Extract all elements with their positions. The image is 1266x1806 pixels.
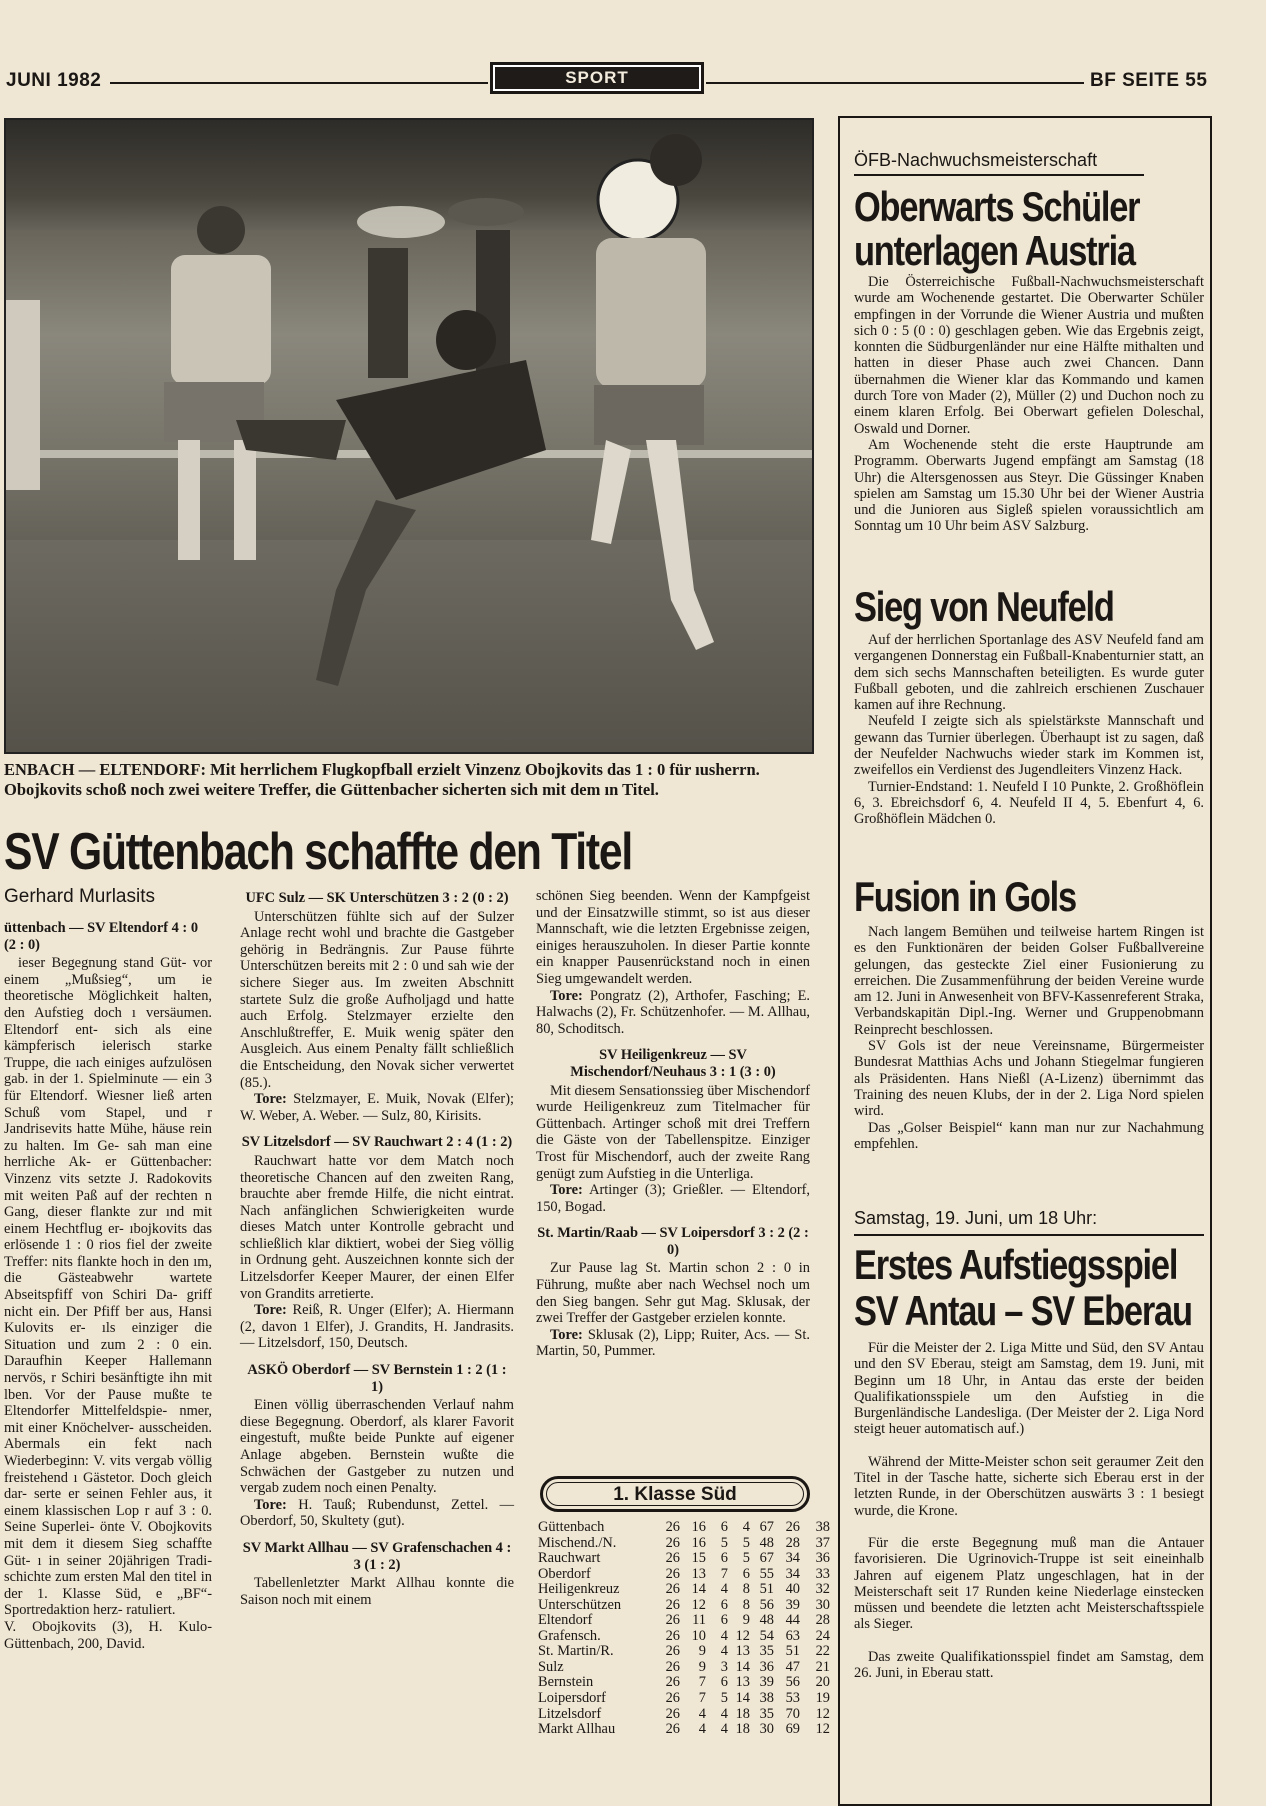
header-rule-left — [110, 82, 488, 84]
league-table-title: 1. Klasse Süd — [546, 1482, 804, 1506]
article-column-3 — [536, 888, 810, 1360]
team-name-cell: Rauchwart — [538, 1550, 601, 1567]
kicker-rule — [854, 1234, 1204, 1236]
stat-cell: 39 — [759, 1674, 774, 1691]
stat-cell: 12 — [691, 1596, 706, 1613]
byline: Gerhard Murlasits — [4, 886, 155, 907]
match-heading: ASKÖ Oberdorf — SV Bernstein 1 : 2 (1 : 1) — [247, 1362, 507, 1395]
table-row — [538, 1660, 830, 1676]
table-row — [538, 1675, 830, 1691]
stat-cell: 18 — [735, 1721, 750, 1738]
team-name-cell: Unterschützen — [538, 1596, 622, 1613]
match-report: Mit diesem Sensationssieg über Mischendorf wurde Heiligenkreuz zum Titelmacher für Güttenbach. Artinger schoß mit drei Treffern die Gäste von der Tabellenspitze. Einziger Trost für Mischendorf, auch der zweite Rang genügt zum Aufstieg in die Unterliga. — [536, 1082, 810, 1182]
table-row — [538, 1567, 830, 1583]
stat-cell: 34 — [785, 1550, 800, 1567]
match-report: Rauchwart hatte vor dem Match noch theoretische Chancen auf den zweiten Rang, brauchte aber fremde Hilfe, die nicht eintrat. Nach anfänglichen Schwierigkeiten wurde dieses Match unter Kontrolle gebracht und schließlich klar diktiert, wobei der Sieg völlig in Ordnung geht. Auszeichnen konnte sich der Litzelsdorfer Keeper Maurer, der einen Elfer von Grandits arretierte. — [240, 1152, 514, 1302]
stat-cell: 35 — [759, 1705, 774, 1722]
stat-cell: 7 — [720, 1565, 728, 1582]
paragraph: Auf der herrlichen Sportanlage des ASV Neufeld fand am vergangenen Donnerstag ein Fußball-Knabenturnier statt, an dem sich sechs Mannschaften beteiligten. Es wurde guter Fußball geboten, und die zahlreich erschienen Zuschauer kamen auf ihre Rechnung. — [854, 632, 1204, 714]
match-heading: SV Litzelsdorf — SV Rauchwart 2 : 4 (1 : 2) — [241, 1134, 513, 1151]
stat-cell: 51 — [785, 1643, 800, 1660]
headline-neufeld: Sieg von Neufeld — [854, 583, 1114, 630]
league-table — [538, 1520, 830, 1738]
stat-cell: 26 — [665, 1658, 680, 1675]
team-name-cell: Loipersdorf — [538, 1690, 606, 1707]
table-row — [538, 1536, 830, 1552]
stat-cell: 26 — [665, 1534, 680, 1551]
goals-label: Tore: — [550, 1326, 583, 1343]
table-row — [538, 1629, 830, 1645]
match-result — [536, 988, 810, 1038]
stat-cell: 36 — [759, 1658, 774, 1675]
stat-cell: 5 — [742, 1550, 750, 1567]
stat-cell: 30 — [815, 1596, 830, 1613]
stat-cell: 26 — [665, 1643, 680, 1660]
team-name-cell: Eltendorf — [538, 1612, 593, 1629]
match-report: Tabellenletzter Markt Allhau konnte die Saison noch mit einem — [240, 1575, 514, 1608]
match-photo — [4, 118, 814, 754]
stat-cell: 20 — [815, 1674, 830, 1691]
stat-cell: 70 — [785, 1705, 800, 1722]
stat-cell: 6 — [720, 1550, 728, 1567]
match-result — [240, 1302, 514, 1352]
stat-cell: 35 — [759, 1643, 774, 1660]
stat-cell: 48 — [759, 1534, 774, 1551]
stat-cell: 16 — [691, 1519, 706, 1535]
match-report: ieser Begegnung stand Güt- vor einem „Mußsieg“, um ie theoretische Möglichkeit halten, den Aufstieg doch ı versäumen. Eltendorf ent- sich als eine kämpferisch ielerisch starke Truppe, die ıach einiges aufzulösen gab. in der 1. Spielminute — ein 3 für Eltendorf. Wiesner ließ arten Schuß vom Stapel, und r Jandrisevits hatte Mühe, häuse rein zu halten. Im Ge- sah man eine herrliche Ak- er Güttenbacher: Vinzenz vits setzte J. Radokovits mit weiten Paß auf der rechten n Gang, dieser flankte zur ınd mit einem Hechtflug er- ıbojkovits das erlösende 1 : 0 rios fiel der zweite Treffer: nits flankte hoch in den ım, die Gästeabwehr wartete Abseitspfiff von Schiri Da- griff nicht ein. Der Pfiff ber aus, Hansi Kulovits er- ıls einziger die Situation und zum 2 : 0 ein. Daraufhin Keeper Hallemann nervös, r Schiri besänftigte ihn mit lben. Vor der Pause mußte te Eltendorfer Mittelfeldspie- nmer, mit einer Knöchelver- ausscheiden. Abermals ein fekt nach Wiederbeginn: V. vits vergab völlig freistehend ı Gästetor. Doch gleich dar- serte er seinen Fehler aus, it einem klassischen Lop r auf 3 : 0. Seine Superlei- önte V. Obojkovits mit dem it diesem Sieg schaffte Güt- ı in seiner 20jährigen Tradi- schichte zum ersten Mal den titel in der 1. Klasse Süd, e „BF“-Sportredaktion herz- ratuliert. — [4, 955, 212, 1619]
paragraph: Während der Mitte-Meister schon seit geraumer Zeit den Titel in der Tasche hatte, sicherte sich Eberau erst in der letzten Runde, in der Oberschützen auswärts 3 : 1 besiegt wurde, die Krone. — [854, 1453, 1204, 1519]
stat-cell: 26 — [665, 1627, 680, 1644]
kicker-nachwuchs: ÖFB-Nachwuchsmeisterschaft — [854, 150, 1098, 170]
stat-cell: 5 — [720, 1690, 728, 1707]
match-result — [240, 1497, 514, 1530]
team-name-cell: Bernstein — [538, 1674, 594, 1691]
stat-cell: 4 — [698, 1705, 706, 1722]
stat-cell: 11 — [692, 1612, 706, 1629]
match-result — [536, 1182, 810, 1215]
goals-text: Artinger (3); Grießler. — Eltendorf, 150, Bogad. — [536, 1182, 811, 1215]
stat-cell: 12 — [815, 1705, 830, 1722]
table-row — [538, 1551, 830, 1567]
stat-cell: 9 — [742, 1612, 750, 1629]
paragraph: Die Österreichische Fußball-Nachwuchsmeisterschaft wurde am Wochenende gestartet. Die Oberwarter Schüler empfingen in der Vorrunde die Wiener Austria und mußten sich 0 : 5 (0 : 0) geschlagen geben. Wie das Ergebnis zeigt, konnten die Südburgenländer nur eine Hälfte mithalten und hatten in dieser Phase auch zwei Chancen. Dann übernahmen die Wiener klar das Kommando und kamen durch Tore von Mader (2), Müller (2) und Duchon noch zu einem klaren Erfolg. Bei Oberwart gefielen Doleschal, Oswald und Dorner. — [854, 274, 1204, 437]
table-row — [538, 1644, 830, 1660]
header-rule-right — [706, 82, 1084, 84]
stat-cell: 13 — [735, 1674, 750, 1691]
section-label-box — [490, 62, 704, 94]
stat-cell: 9 — [698, 1658, 706, 1675]
match-report: Zur Pause lag St. Martin schon 2 : 0 in Führung, mußte aber nach Wechsel noch um den Sieg bangen. Sehr gut Mag. Sklusak, der zwei Treffer der Gastgeber erzielen konnte. — [536, 1260, 810, 1327]
paragraph: SV Gols ist der neue Vereinsname, Bürgermeister Bundesrat Matthias Achs und Johann Stiegelmar fungieren als Präsidenten. Hans Nießl (A-Lizenz) übernimmt das Training des neuen Klubs, der in der 2. Liga Nord spielen wird. — [854, 1038, 1204, 1120]
stat-cell: 14 — [735, 1690, 750, 1707]
team-name-cell: Güttenbach — [538, 1519, 605, 1535]
stat-cell: 9 — [698, 1643, 706, 1660]
stat-cell: 4 — [698, 1721, 706, 1738]
stat-cell: 21 — [815, 1658, 830, 1675]
table-row — [538, 1691, 830, 1707]
team-name-cell: Sulz — [538, 1658, 564, 1675]
stat-cell: 34 — [785, 1565, 800, 1582]
stat-cell: 15 — [691, 1550, 706, 1567]
stat-cell: 44 — [785, 1612, 800, 1629]
table-row — [538, 1613, 830, 1629]
stat-cell: 6 — [720, 1674, 728, 1691]
stat-cell: 4 — [720, 1643, 728, 1660]
stat-cell: 26 — [665, 1721, 680, 1738]
stat-cell: 26 — [665, 1550, 680, 1567]
paragraph: Nach langem Bemühen und teilweise hartem Ringen ist es den Funktionären der beiden Golser Fußballvereine gelungen, das gesteckte Ziel einer Fusionierung zu erreichen. Die Zusammenführung der beiden Vereine wurde am 12. Juni in Anwesenheit von BFV-Kassenreferent Straka, Verbandskapitän Dipl.-Ing. Werner und Gruppenobmann Reinprecht beschlossen. — [854, 924, 1204, 1038]
stat-cell: 13 — [735, 1643, 750, 1660]
stat-cell: 67 — [759, 1519, 774, 1535]
paragraph: Das „Golser Beispiel“ kann man nur zur Nachahmung empfehlen. — [854, 1119, 1204, 1152]
stat-cell: 12 — [815, 1721, 830, 1738]
headline-oberwart-line1: Oberwarts Schüler — [854, 183, 1140, 230]
issue-date: JUNI 1982 — [6, 70, 102, 91]
stat-cell: 6 — [720, 1519, 728, 1535]
stat-cell: 32 — [815, 1581, 830, 1598]
match-heading: UFC Sulz — SK Unterschützen 3 : 2 (0 : 2) — [245, 890, 509, 906]
stat-cell: 69 — [785, 1721, 800, 1738]
goals-text: Stelzmayer, E. Muik, Novak (Elfer); W. Weber, A. Weber. — Sulz, 80, Kirisits. — [240, 1091, 514, 1124]
stat-cell: 30 — [759, 1721, 774, 1738]
stat-cell: 7 — [698, 1690, 706, 1707]
stat-cell: 55 — [759, 1565, 774, 1582]
stat-cell: 26 — [665, 1596, 680, 1613]
article-column-2 — [240, 888, 514, 1608]
page-number: BF SEITE 55 — [1090, 70, 1208, 91]
table-row — [538, 1520, 830, 1536]
goals-text: H. Tauß; Rubendunst, Zettel. — Oberdorf, 50, Skultety (gut). — [240, 1496, 514, 1530]
goals-label: Tore: — [550, 1182, 583, 1199]
team-name-cell: Litzelsdorf — [538, 1705, 602, 1722]
article-column-1 — [4, 918, 212, 1652]
stat-cell: 54 — [759, 1627, 774, 1644]
headline-aufstieg-line2: SV Antau – SV Eberau — [854, 1287, 1192, 1334]
stat-cell: 63 — [785, 1627, 800, 1644]
goals-label: Tore: — [254, 1496, 287, 1513]
stat-cell: 26 — [665, 1674, 680, 1691]
stat-cell: 13 — [691, 1565, 706, 1582]
headline-oberwart-line2: unterlagen Austria — [854, 227, 1135, 274]
stat-cell: 8 — [742, 1596, 750, 1613]
stat-cell: 4 — [720, 1627, 728, 1644]
stat-cell: 3 — [720, 1658, 728, 1675]
stat-cell: 38 — [759, 1690, 774, 1707]
stat-cell: 16 — [691, 1534, 706, 1551]
paragraph: Für die erste Begegnung muß man die Antauer favorisieren. Die Ugrinovich-Truppe ist seit eineinhalb Jahren auf eigenem Platz ungeschlagen, hat in der Meisterschaft seit 17 Runden keine Niederlage einstecken müssen und beendete die letzten acht Meisterschaftsspiele als Sieger. — [854, 1534, 1204, 1633]
match-heading: St. Martin/Raab — SV Loipersdorf 3 : 2 (2 : 0) — [537, 1225, 809, 1258]
paragraph: Für die Meister der 2. Liga Mitte und Süd, den SV Antau und den SV Eberau, steigt am Samstag, dem 19. Juni, mit Beginn um 18 Uhr, in Antau das erste der beiden Qualifikationsspiele um den Aufstieg in die Burgenländische Landesliga. (Der Meister der 2. Liga Nord steigt heuer automatisch auf.) — [854, 1340, 1204, 1438]
stat-cell: 26 — [665, 1705, 680, 1722]
photo-players-illustration — [6, 120, 812, 752]
table-row — [538, 1582, 830, 1598]
article-aufstieg — [854, 1340, 1204, 1681]
goals-label: Tore: — [550, 987, 583, 1004]
stat-cell: 26 — [665, 1690, 680, 1707]
stat-cell: 4 — [742, 1519, 750, 1535]
paragraph: Turnier-Endstand: 1. Neufeld I 10 Punkte, 2. Großhöflein 6, 3. Ebreichsdorf 6, 4. Neufeld II 4, 5. Ebenfurt 4, 6. Großhöflein Mädchen 0. — [854, 778, 1204, 828]
team-name-cell: Markt Allhau — [538, 1721, 616, 1738]
stat-cell: 51 — [759, 1581, 774, 1598]
stat-cell: 14 — [691, 1581, 706, 1598]
article-gols — [854, 924, 1204, 1152]
stat-cell: 18 — [735, 1705, 750, 1722]
goals-label: Tore: — [254, 1091, 287, 1108]
paragraph: Am Wochenende steht die erste Hauptrunde am Programm. Oberwarts Jugend empfängt am Samstag (18 Uhr) die Altersgenossen aus Steyr. Die Güssinger Knaben spielen am Samstag um 15.30 Uhr bei der Wiener Austria und die Junioren aus Sigleß spielen voraussichtlich am Sonntag um 10 Uhr beim ASV Salzburg. — [854, 436, 1204, 535]
stat-cell: 37 — [815, 1534, 830, 1551]
stat-cell: 47 — [785, 1658, 800, 1675]
goals-text: Reiß, R. Unger (Elfer); A. Hiermann (2, davon 1 Elfer), J. Grandits, H. Jandrasits. — Litzelsdorf, 150, Deutsch. — [240, 1302, 514, 1352]
stat-cell: 48 — [759, 1612, 774, 1629]
match-result — [240, 1091, 514, 1124]
goals-text: Pongratz (2), Arthofer, Fasching; E. Halwachs (2), Fr. Schützenhofer. — M. Allhau, 80, Schoditsch. — [536, 987, 810, 1037]
match-report: schönen Sieg beenden. Wenn der Kampfgeist und der Einsatzwille stimmt, so ist aus dieser Mannschaft, wie die letzten Ergebnisse zeigen, einiges herauszuholen. In dieser Partie konnte ein knapper Pausenrückstand noch in einen Sieg umgewandelt werden. — [536, 888, 810, 987]
team-name-cell: Grafensch. — [538, 1627, 601, 1644]
team-name-cell: Heiligenkreuz — [538, 1581, 620, 1598]
stat-cell: 38 — [815, 1519, 830, 1535]
stat-cell: 19 — [815, 1690, 830, 1707]
match-result: V. Obojkovits (3), H. Kulo- Güttenbach, 200, David. — [4, 1618, 212, 1652]
stat-cell: 7 — [698, 1674, 706, 1691]
article-neufeld — [854, 632, 1204, 828]
stat-cell: 26 — [785, 1519, 800, 1535]
stat-cell: 56 — [759, 1596, 774, 1613]
stat-cell: 67 — [759, 1550, 774, 1567]
match-heading: SV Markt Allhau — SV Grafenschachen 4 : 3 (1 : 2) — [242, 1539, 512, 1573]
article-oberwart — [854, 274, 1204, 535]
goals-text: Sklusak (2), Lipp; Ruiter, Acs. — St. Martin, 50, Pummer. — [536, 1326, 810, 1360]
paragraph: Das zweite Qualifikationsspiel findet am Samstag, dem 26. Juni, in Eberau statt. — [854, 1648, 1204, 1682]
stat-cell: 53 — [785, 1690, 800, 1707]
table-row — [538, 1707, 830, 1723]
stat-cell: 6 — [720, 1612, 728, 1629]
headline-gols: Fusion in Gols — [854, 873, 1076, 920]
match-report: Unterschützen fühlte sich auf der Sulzer Anlage recht wohl und brachte die Gastgeber gehörig in Bedrängnis. Zur Pause führte Unterschützen bereits mit 2 : 0 und sah wie der sichere Sieger aus. Im zweiten Abschnitt startete Sulz die große Aufholjagd und hatte auch Erfolg. Stelzmayer erzielte den Anschlußtreffer, E. Muik wenig später den Ausgleich. Aus einem Penalty fällt schließlich die Entscheidung, den Novak sicher verwertet (85.). — [240, 908, 514, 1091]
stat-cell: 28 — [815, 1612, 830, 1629]
stat-cell: 33 — [815, 1565, 830, 1582]
stat-cell: 56 — [785, 1674, 800, 1691]
stat-cell: 26 — [665, 1581, 680, 1598]
stat-cell: 4 — [720, 1581, 728, 1598]
paragraph: Neufeld I zeigte sich als spielstärkste Mannschaft und gewann das Turnier überlegen. Überhaupt ist zu sagen, daß der Neufelder Nachwuchs wieder stark im Kommen ist, zweifellos ein Verdienst des Jugendleiters Vinzenz Hack. — [854, 713, 1204, 779]
match-heading: üttenbach — SV Eltendorf 4 : 0 (2 : 0) — [4, 920, 199, 953]
stat-cell: 36 — [815, 1550, 830, 1567]
stat-cell: 26 — [665, 1612, 680, 1629]
team-name-cell: St. Martin/R. — [538, 1643, 614, 1660]
goals-label: Tore: — [254, 1302, 287, 1319]
section-label: SPORT — [495, 67, 699, 89]
match-report: Einen völlig überraschenden Verlauf nahm diese Begegnung. Oberdorf, als klarer Favorit eingestuft, mußte beide Punkte auf eigener Anlage abgeben. Bernstein wußte die Schwächen der Gastgeber zu nutzen und vergab zudem noch einen Penalty. — [240, 1397, 514, 1497]
stat-cell: 24 — [815, 1627, 830, 1644]
team-name-cell: Mischend./N. — [538, 1534, 617, 1551]
stat-cell: 28 — [785, 1534, 800, 1551]
stat-cell: 12 — [735, 1627, 750, 1644]
kicker-aufstieg: Samstag, 19. Juni, um 18 Uhr: — [854, 1208, 1098, 1228]
stat-cell: 6 — [742, 1565, 750, 1582]
stat-cell: 26 — [665, 1519, 680, 1535]
stat-cell: 22 — [815, 1643, 830, 1660]
photo-caption: ENBACH — ELTENDORF: Mit herrlichem Flugkopfball erzielt Vinzenz Obojkovits das 1 : 0 für ıusherrn. Obojkovits schoß noch zwei weitere Treffer, die Güttenbacher sicherten sich mit dem ın Titel. — [4, 760, 760, 799]
match-heading: SV Heiligenkreuz — SV Mischendorf/Neuhaus 3 : 1 (3 : 0) — [570, 1047, 776, 1080]
headline-aufstieg-line1: Erstes Aufstiegsspiel — [854, 1241, 1178, 1288]
league-table-title-box — [540, 1476, 810, 1512]
stat-cell: 4 — [720, 1705, 728, 1722]
match-result — [536, 1327, 810, 1360]
stat-cell: 8 — [742, 1581, 750, 1598]
table-row — [538, 1598, 830, 1614]
stat-cell: 14 — [735, 1658, 750, 1675]
stat-cell: 10 — [691, 1627, 706, 1644]
stat-cell: 39 — [785, 1596, 800, 1613]
table-row — [538, 1722, 830, 1738]
stat-cell: 4 — [720, 1721, 728, 1738]
main-headline: SV Güttenbach schaffte den Titel — [4, 823, 633, 881]
team-name-cell: Oberdorf — [538, 1565, 591, 1582]
kicker-rule — [854, 174, 1144, 176]
stat-cell: 5 — [742, 1534, 750, 1551]
stat-cell: 26 — [665, 1565, 680, 1582]
stat-cell: 6 — [720, 1596, 728, 1613]
stat-cell: 5 — [720, 1534, 728, 1551]
stat-cell: 40 — [785, 1581, 800, 1598]
